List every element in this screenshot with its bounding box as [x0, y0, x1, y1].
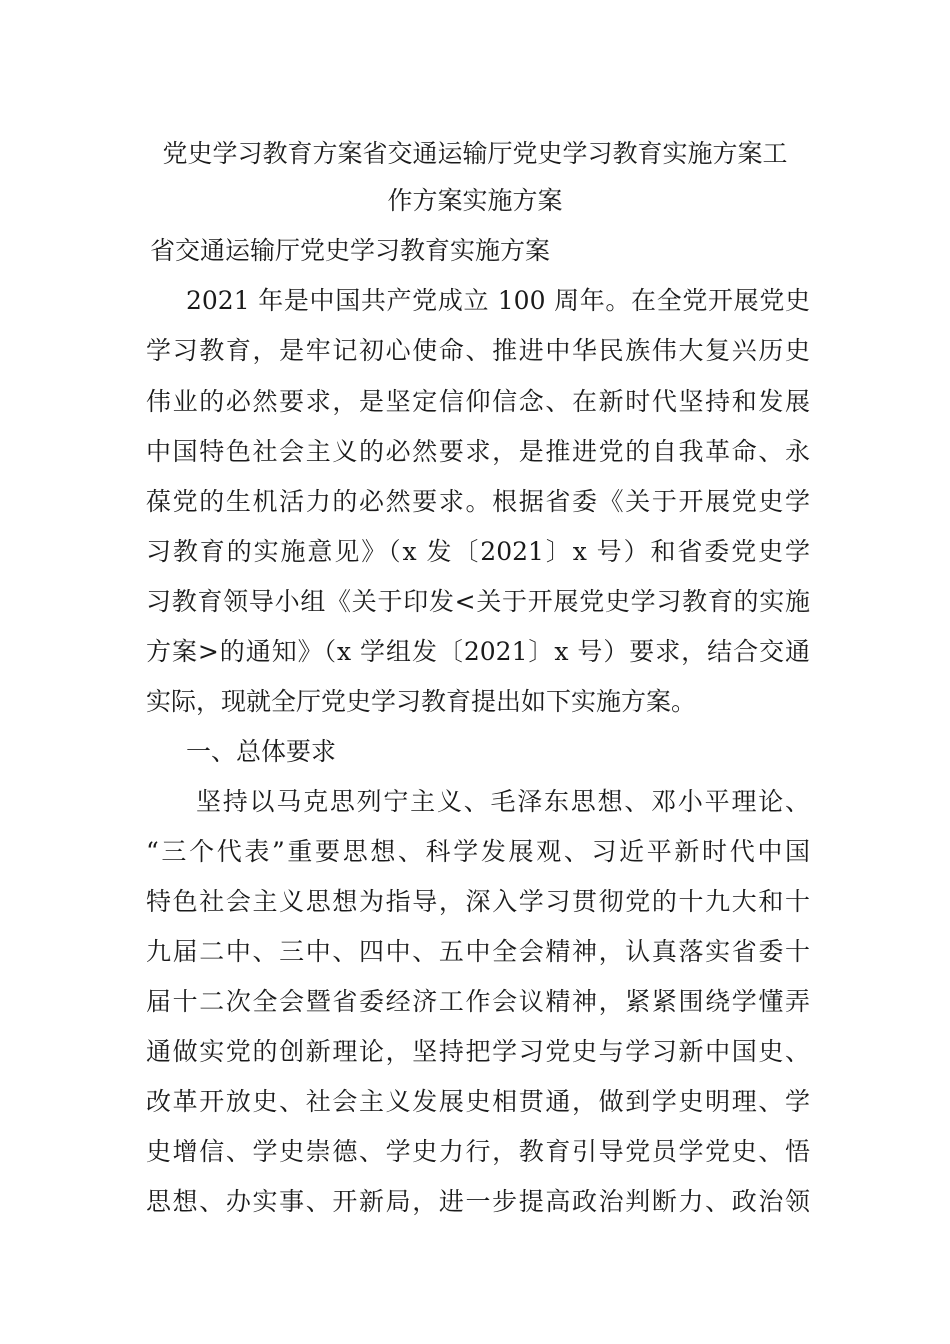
paragraph-line: 学习教育，是牢记初心使命、推进中华民族伟大复兴历史: [146, 336, 810, 365]
paragraph-line: 通做实党的创新理论，坚持把学习党史与学习新中国史、: [146, 1037, 810, 1066]
paragraph-line: 实际，现就全厅党史学习教育提出如下实施方案。: [146, 687, 697, 716]
paragraph-line: 习教育领导小组《关于印发<关于开展党史学习教育的实施: [146, 587, 810, 616]
document-title-line-2: 作方案实施方案: [387, 186, 563, 215]
paragraph-line: 改革开放史、社会主义发展史相贯通，做到学史明理、学: [146, 1087, 810, 1116]
paragraph-line: 特色社会主义思想为指导，深入学习贯彻党的十九大和十: [146, 887, 810, 916]
paragraph-line: “三个代表”重要思想、科学发展观、习近平新时代中国: [146, 837, 810, 866]
paragraph-line: 习教育的实施意见》（x 发〔2021〕x 号）和省委党史学: [146, 537, 810, 566]
document-title-line-1: 党史学习教育方案省交通运输厅党史学习教育实施方案工: [162, 139, 788, 168]
paragraph-line: 坚持以马克思列宁主义、毛泽东思想、邓小平理论、: [196, 787, 810, 816]
paragraph-line: 中国特色社会主义的必然要求，是推进党的自我革命、永: [146, 437, 810, 466]
document-subtitle: 省交通运输厅党史学习教育实施方案: [150, 236, 551, 265]
paragraph-line: 葆党的生机活力的必然要求。根据省委《关于开展党史学: [146, 487, 810, 516]
paragraph-line: 思想、办实事、开新局，进一步提高政治判断力、政治领: [146, 1187, 810, 1216]
paragraph-line: 九届二中、三中、四中、五中全会精神，认真落实省委十: [146, 937, 810, 966]
paragraph-line: 伟业的必然要求，是坚定信仰信念、在新时代坚持和发展: [146, 387, 810, 416]
paragraph-line: 2021 年是中国共产党成立 100 周年。在全党开展党史: [186, 286, 810, 315]
section-heading-overall-requirements: 一、总体要求: [186, 737, 337, 766]
paragraph-line: 史增信、学史崇德、学史力行，教育引导党员学党史、悟: [146, 1137, 810, 1166]
paragraph-line: 届十二次全会暨省委经济工作会议精神，紧紧围绕学懂弄: [146, 987, 810, 1016]
paragraph-line: 方案>的通知》（x 学组发〔2021〕x 号）要求，结合交通: [146, 637, 810, 666]
